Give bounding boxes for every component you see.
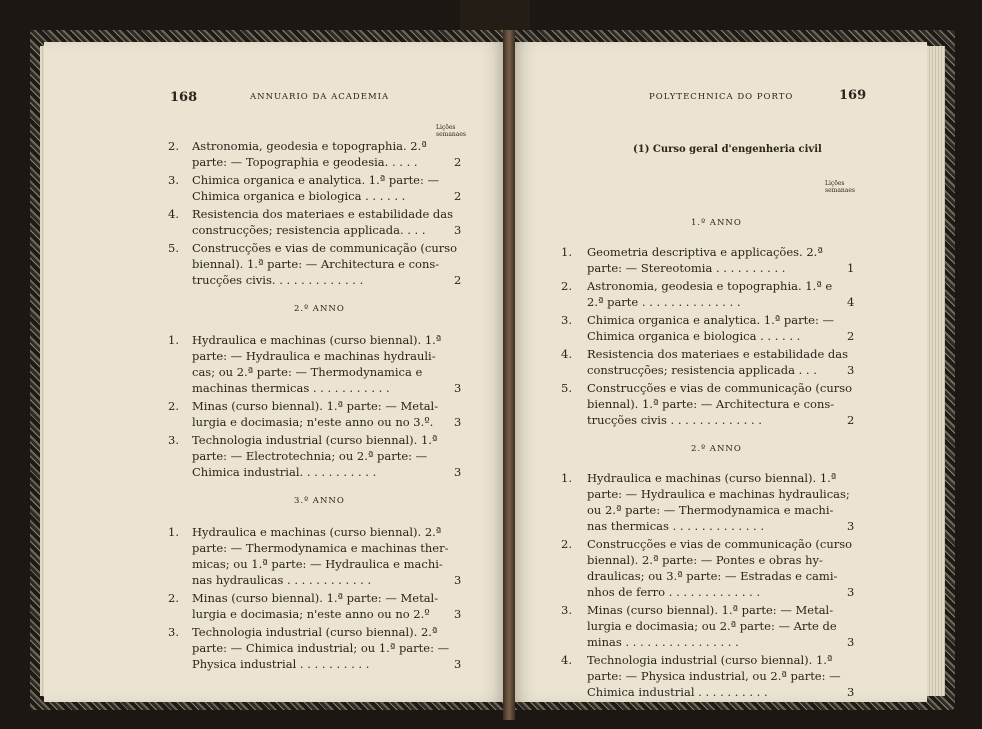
left-item-line: parte: — Electrotechnia; ou 2.ª parte: — [192,449,428,463]
right-item-hours: 3 [847,585,855,599]
right-column-header: semanaes [825,187,855,194]
left-item-line: Chimica organica e analytica. 1.ª parte: — [192,173,440,187]
left-column-header: semanaes [436,131,466,138]
right-item-line: nhos de ferro . . . . . . . . . . . . . [587,585,761,599]
right-item-line: minas . . . . . . . . . . . . . . . . [587,635,739,649]
left-item-number: 3. [168,625,179,639]
left-item-hours: 3 [454,607,462,621]
right-item-number: 2. [561,537,572,551]
left-item-hours: 2 [454,273,462,287]
left-item-hours: 3 [454,573,462,587]
left-item-hours: 3 [454,381,462,395]
right-item-line: construcções; resistencia applicada . . . [587,363,817,377]
left-item-number: 5. [168,241,179,255]
right-item-number: 2. [561,279,572,293]
left-item-line: Construcções e vias de communicação (curso [192,241,458,255]
right-item-line: Geometria descriptiva e applicações. 2.ª [587,245,823,259]
right-item-line: parte: — Physica industrial, ou 2.ª parte: — [587,669,841,683]
right-year-heading: 2.º ANNO [691,444,742,454]
right-item-hours: 2 [847,329,855,343]
right-item-line: parte: — Stereotomia . . . . . . . . . . [587,261,786,275]
left-column-header: Lições [436,124,456,131]
right-item-line: Chimica organica e biologica . . . . . . [587,329,801,343]
left-item-line: lurgia e docimasia; n'este anno ou no 2.º [192,607,430,621]
right-page [509,42,927,702]
right-item-line: trucções civis . . . . . . . . . . . . . [587,413,762,427]
right-item-line: lurgia e docimasia; ou 2.ª parte: — Arte de [587,619,837,633]
left-item-line: parte: — Chimica industrial; ou 1.ª parte: — [192,641,450,655]
right-item-number: 3. [561,313,572,327]
left-item-number: 2. [168,399,179,413]
right-item-hours: 1 [847,261,855,275]
right-item-number: 4. [561,653,572,667]
left-item-hours: 3 [454,415,462,429]
book-gutter [503,30,515,720]
right-running-head: POLYTECHNICA DO PORTO [649,92,794,102]
left-item-line: Astronomia, geodesia e topographia. 2.ª [192,139,427,153]
left-item-line: Hydraulica e machinas (curso biennal). 1.ª [192,333,442,347]
left-item-line: Physica industrial . . . . . . . . . . [192,657,370,671]
left-item-line: Minas (curso biennal). 1.ª parte: — Metal- [192,591,439,605]
left-item-line: Resistencia dos materiaes e estabilidade das [192,207,454,221]
right-item-line: ou 2.ª parte: — Thermodynamica e machi- [587,503,834,517]
right-item-hours: 3 [847,685,855,699]
right-item-line: draulicas; ou 3.ª parte: — Estradas e cami- [587,569,838,583]
left-item-number: 4. [168,207,179,221]
right-item-line: Chimica organica e analytica. 1.ª parte: — [587,313,835,327]
right-column-header: Lições [825,180,845,187]
right-item-number: 5. [561,381,572,395]
right-item-hours: 4 [847,295,855,309]
left-item-line: construcções; resistencia applicada. . . . [192,223,426,237]
left-page [44,42,509,702]
right-item-line: Technologia industrial (curso biennal). 1.ª [587,653,833,667]
left-item-number: 1. [168,333,179,347]
left-item-line: parte: — Topographia e geodesia. . . . . [192,155,418,169]
left-item-line: Chimica organica e biologica . . . . . . [192,189,406,203]
right-item-line: parte: — Hydraulica e machinas hydraulicas; [587,487,850,501]
left-item-hours: 3 [454,465,462,479]
right-item-line: biennal). 1.ª parte: — Architectura e cons- [587,397,835,411]
left-item-line: nas hydraulicas . . . . . . . . . . . . [192,573,372,587]
right-item-hours: 3 [847,519,855,533]
left-item-line: trucções civis. . . . . . . . . . . . . [192,273,364,287]
right-item-number: 1. [561,471,572,485]
right-item-hours: 3 [847,635,855,649]
left-item-line: Chimica industrial. . . . . . . . . . . [192,465,377,479]
right-item-number: 3. [561,603,572,617]
right-page-number: 169 [839,88,867,103]
left-item-line: cas; ou 2.ª parte: — Thermodynamica e [192,365,423,379]
right-item-hours: 3 [847,363,855,377]
left-item-line: machinas thermicas . . . . . . . . . . . [192,381,390,395]
left-year-heading: 3.º ANNO [294,496,345,506]
left-item-line: parte: — Thermodynamica e machinas ther- [192,541,449,555]
right-item-line: Minas (curso biennal). 1.ª parte: — Metal- [587,603,834,617]
left-item-line: Hydraulica e machinas (curso biennal). 2.ª [192,525,442,539]
left-item-line: Minas (curso biennal). 1.ª parte: — Metal- [192,399,439,413]
left-item-line: lurgia e docimasia; n'este anno ou no 3.º. [192,415,434,429]
right-item-line: Construcções e vias de communicação (curso [587,537,853,551]
left-page-number: 168 [170,90,198,105]
right-item-line: nas thermicas . . . . . . . . . . . . . [587,519,764,533]
left-item-hours: 3 [454,223,462,237]
right-item-line: Construcções e vias de communicação (curso [587,381,853,395]
right-year-heading: 1.º ANNO [691,218,742,228]
left-item-hours: 3 [454,657,462,671]
left-item-hours: 2 [454,189,462,203]
right-item-hours: 2 [847,413,855,427]
right-item-number: 1. [561,245,572,259]
left-running-head: ANNUARIO DA ACADEMIA [250,92,390,102]
right-item-line: 2.ª parte . . . . . . . . . . . . . . [587,295,741,309]
left-item-number: 1. [168,525,179,539]
left-item-number: 2. [168,591,179,605]
right-item-line: Astronomia, geodesia e topographia. 1.ª e [587,279,833,293]
left-item-line: Technologia industrial (curso biennal). 2.ª [192,625,438,639]
left-item-line: parte: — Hydraulica e machinas hydrauli- [192,349,436,363]
right-item-line: Chimica industrial . . . . . . . . . . [587,685,768,699]
left-item-number: 3. [168,433,179,447]
left-item-line: Technologia industrial (curso biennal). 1.ª [192,433,438,447]
left-year-heading: 2.º ANNO [294,304,345,314]
right-item-line: Resistencia dos materiaes e estabilidade das [587,347,849,361]
right-item-number: 4. [561,347,572,361]
left-item-hours: 2 [454,155,462,169]
left-item-number: 2. [168,139,179,153]
right-item-line: Hydraulica e machinas (curso biennal). 1.ª [587,471,837,485]
right-section-title: (1) Curso geral d'engenheria civil [633,144,822,155]
left-item-line: micas; ou 1.ª parte: — Hydraulica e machi- [192,557,443,571]
left-item-number: 3. [168,173,179,187]
left-item-line: biennal). 1.ª parte: — Architectura e cons- [192,257,440,271]
right-item-line: biennal). 2.ª parte: — Pontes e obras hy- [587,553,823,567]
